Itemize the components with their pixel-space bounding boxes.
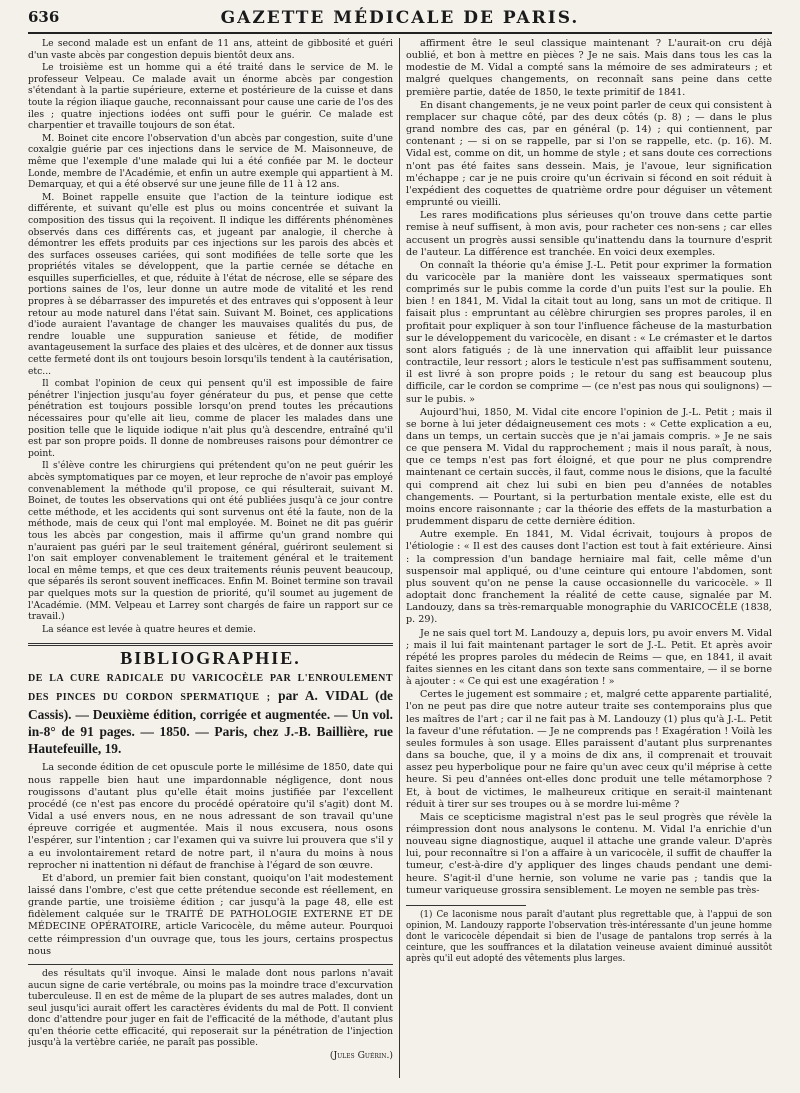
section-separator bbox=[28, 643, 393, 646]
footnote bbox=[406, 910, 772, 965]
paragraph: Certes le jugement est sommaire ; et, malgré cette apparente partialité, l'on ne peut pas dire que notre auteur traite ses contemporains plus que les maîtres de l'art ; car il ne fait pas à M. Landouzy (1) plus qu'à J.-L. Petit la faveur d'une réfutation. — Je ne comprends pas ! Exagération ! Voilà les seules formules à son usage. Elles paraissent d'autant plus surprenantes dans sa bouche, que, il y a moins de dix ans, il comprenait et trouvait assez peu hyperbolique pour ne faire qu'un avec ceux qu'il méprise à cette heure. Si peu d'années ont-elles donc produit une telle métamorphose ? Et, à bout de victimes, le malheureux critique en serait-il maintenant réduit à tirer sur ses troupes ou à se mordre lui-même ? bbox=[406, 689, 772, 810]
column-divider bbox=[399, 38, 400, 1078]
book-title-caps: DE LA CURE RADICALE DU VARICOCÈLE PAR L'ENROULEMENT DES PINCES DU CORDON SPERMATIQUE ; bbox=[28, 673, 393, 704]
book-title-details: par A. VIDAL (de Cassis). — Deuxième édition, corrigée et augmentée. — Un vol. in-8° de 91 pages. — 1850. — Paris, chez J.-B. Baillière, rue Hautefeuille, 19. bbox=[28, 688, 393, 756]
paragraph: Les rares modifications plus sérieuses qu'on trouve dans cette partie remise à neuf suffisent, à mon avis, pour racheter ces non-sens ; car elles accusent un progrès aussi sensible qu'inattendu dans la tournure d'esprit de l'auteur. La différence est tranchée. En voici deux exemples. bbox=[406, 210, 772, 258]
paragraph: Mais ce scepticisme magistral n'est pas le seul progrès que révèle la réimpression dont nous analysons le contenu. M. Vidal l'a enrichie d'un nouveau signe diagnostique, auquel il attache une grande valeur. D'après lui, pour reconnaître si l'on a affaire à un varicocèle, il suffit de chauffer la tumeur, c'est-à-dire d'y appliquer des linges chauds pendant une demi-heure. S'agit-il d'une hernie, son volume ne varie pas ; tandis que la tumeur variqueuse grossira sensiblement. Le moyen ne semble pas très- bbox=[406, 811, 772, 896]
paragraph: M. Boinet cite encore l'observation d'un abcès par congestion, suite d'une coxalgie guérie par ces injections dans le service de M. Maisonneuve, de même que l'exemple d'une malade qui lui a été confiée par M. le docteur Londe, membre de l'Académie, et enfin un autre exemple qui appartient à M. Demarquay, et qui a été observé sur une jeune fille de 11 à 12 ans. bbox=[28, 132, 393, 191]
paragraph: Il s'élève contre les chirurgiens qui prétendent qu'on ne peut guérir les abcès symptomatiques par ce moyen, et leur reproche de n'avoir pas employé convenablement la méthode qu'il propose, ce qui résulterait, suivant M. Boinet, de toutes les observations qui ont été publiées jusqu'à ce jour contre cette méthode, et les accidents qui sont survenus ont été la faute, non de la méthode, mais de ceux qui l'ont mal employée. M. Boinet ne dit pas guérir tous les abcès par congestion, mais il affirme qu'un grand nombre qui n'auraient pas guéri par le seul traitement général, guériront seulement si l'on sait employer convenablement le traitement général et le traitement local en même temps, et que ces deux traitements réunis peuvent beaucoup, que séparés ils seront souvent inefficaces. Enfin M. Boinet termine son travail par quelques mots sur la question de priorité, qu'il soumet au jugement de l'Académie. (MM. Velpeau et Larrey sont chargés de faire un rapport sur ce travail.) bbox=[28, 460, 393, 623]
paragraph: Aujourd'hui, 1850, M. Vidal cite encore l'opinion de J.-L. Petit ; mais il se borne à lui jeter dédaigneusement ces mots : « Cette explication a eu, dans un temps, un certain succès que je n'ai jamais compris. » Je ne sais ce que pensera M. Vidal du rapprochement ; mais il nous paraît, à nous, que ce temps n'est pas fort éloigné, et que pour ne plus comprendre maintenant ce certain succès, il faut, comme nous le disions, que la faculté qui comprend ait chez lui subi en bien peu d'années de notables changements. — Pourtant, si la perturbation mentale existe, elle est du moins encore raisonnante ; car la théorie des effets de la masturbation a prudemment disparu de cette dernière édition. bbox=[406, 406, 772, 528]
paragraph: des résultats qu'il invoque. Ainsi le malade dont nous parlons n'avait aucun signe de carie vertébrale, ou moins pas la moindre trace d'excurvation tuberculeuse. Il en est de même de la plupart de ses autres malades, dont un seul jusqu'ici aurait offert les caractères évidents du mal de Pott. Il convient donc d'attendre pour juger en fait de l'efficacité de la méthode, d'autant plus qu'en théorie cette efficacité, qui reposerait sur la pénétration de l'injection jusqu'à la vertèbre cariée, ne paraît pas possible. bbox=[28, 967, 393, 1049]
right-column bbox=[406, 38, 772, 1081]
paragraph: Il combat l'opinion de ceux qui pensent qu'il est impossible de faire pénétrer l'injection jusqu'au foyer générateur du pus, et pense que cette pénétration est toujours possible lorsqu'on prend toutes les précautions nécessaires pour qu'elle ait lieu, comme de placer les malades dans une position telle que le liquide iodique n'ait plus qu'à descendre, entraîné qu'il est par son propre poids. Il donne de nombreuses raisons pour démontrer ce point. bbox=[28, 378, 393, 459]
author-signature: (Jules Guérin.) bbox=[329, 1050, 393, 1062]
page-header bbox=[28, 8, 772, 34]
footnote-separator bbox=[28, 964, 393, 965]
paragraph: Autre exemple. En 1841, M. Vidal écrivait, toujours à propos de l'étiologie : « Il est des causes dont l'action est tout à fait extérieure. Ainsi : la compression d'un bandage herniaire mal fait, celle même d'un suspensoir mal appliqué, ou d'une ceinture qui entoure l'abdomen, sont plus souvent qu'on ne pense la cause occasionnelle du varicocèle. » Il adoptait donc franchement la réalité de cette cause, signalée par M. Landouzy, dans sa très-remarquable monographie du VARICOCÈLE (1838, p. 29). bbox=[406, 529, 772, 626]
paragraph: La séance est levée à quatre heures et demie. bbox=[42, 623, 256, 635]
paragraph: affirment être le seul classique maintenant ? L'aurait-on cru déjà oublié, et bon à mettre en pièces ? Je ne sais. Mais dans tous les cas la modestie de M. Vidal a compté sans la mémoire de ses admirateurs ; et malgré quelques changements, on reconnaît sans peine dans cette première partie, datée de 1850, le texte primitif de 1841. bbox=[406, 38, 772, 98]
footnote-rule bbox=[406, 905, 526, 906]
session-report bbox=[28, 38, 393, 635]
footnote-text: (1) Ce laconisme nous paraît d'autant plus regrettable que, à l'appui de son opinion, M. Landouzy rapporte l'observation très-intéressante d'un jeune homme dont le varicocèle dépendait si bien de l'usage de pantalons trop serrés à la ceinture, que les souffrances et la dilatation veineuse avaient diminué aussitôt après qu'il eut adopté des vêtements plus larges. bbox=[406, 909, 772, 964]
paragraph: La seconde édition de cet opuscule porte le millésime de 1850, date qui nous rappelle bien haut une impardonnable négligence, dont nous rougissons d'autant plus qu'elle était moins justifiée par l'excellent procédé (ce n'est pas encore du procédé opératoire qu'il s'agit) dont M. Vidal a usé envers nous, en ne nous adressant de son travail qu'une épreuve corrigée et augmentée. Mais il nous excusera, nous osons l'espérer, sur l'intention ; car l'examen qui va suivre lui prouvera que s'il y a eu involontairement retard de notre part, il n'aura du moins à nous reprocher ni inattention ni défaut de franchise à l'égard de son œuvre. bbox=[28, 762, 393, 871]
continued-note bbox=[28, 968, 393, 1062]
book-title bbox=[28, 669, 393, 757]
paragraph: Je ne sais quel tort M. Landouzy a, depuis lors, pu avoir envers M. Vidal ; mais il lui fait maintenant partager le sort de J.-L. Petit. Et après avoir répété les propres paroles du médecin de Reims — que, en 1841, il avait faites siennes en les citant dans son texte sans commentaire, — il se borne à ajouter : « Ce qui est une exagération ! » bbox=[406, 627, 772, 688]
paragraph: Et d'abord, un premier fait bien constant, quoiqu'on l'ait modestement laissé dans l'ombre, c'est que cette prétendue seconde est réellement, en grande partie, une troisième édition ; car jusqu'à la page 48, elle est fidèlement calquée sur le TRAITÉ DE PATHOLOGIE EXTERNE ET DE MÉDECINE OPÉRATOIRE, article Varicocèle, du même auteur. Pourquoi cette réimpression d'un ouvrage que, tous les jours, certains prospectus nous bbox=[28, 872, 393, 957]
paragraph: Le second malade est un enfant de 11 ans, atteint de gibbosité et guéri d'un vaste abcès par congestion depuis bientôt deux ans. bbox=[28, 38, 393, 61]
left-column bbox=[28, 38, 393, 1081]
paragraph: En disant changements, je ne veux point parler de ceux qui consistent à remplacer sur chaque côté, par des deux côtés (p. 8) ; — dans le plus grand nombre des cas, par en général (p. 14) ; qui contiennent, par contenant ; — si on se rappelle, par si l'on se rappelle, etc. (p. 16). M. Vidal est, comme on dit, un homme de style ; et sans doute ces corrections n'ont pas été faites sans dessein. Mais, je l'avoue, leur signification m'échappe ; car je ne puis croire qu'un écrivain si fécond en soit réduit à l'expédient des coquettes de quatrième ordre pour déguiser un vêtement emprunté ou vieilli. bbox=[406, 99, 772, 209]
journal-title: GAZETTE MÉDICALE DE PARIS. bbox=[220, 8, 580, 28]
bibliography-heading: BIBLIOGRAPHIE. bbox=[120, 648, 301, 669]
page-number: 636 bbox=[28, 8, 60, 26]
paragraph: M. Boinet rappelle ensuite que l'action de la teinture iodique est différente, et suivant qu'elle est plus ou moins concentrée et suivant la composition des tissus qui la reçoivent. Il indique les différents phénomènes observés dans ces différents cas, et jugeant par analogie, il cherche à démontrer les effets produits par ces injections sur les parois des abcès et des surfaces osseuses cariées, qui sont modifiées de telle sorte que les propriétés vitales se développent, que la partie cernée se détache en esquilles superficielles, et que, réduite à l'état de nécrose, elle se sépare des portions saines de l'os, leur donne un autre mode de vitalité et les rend propres à se débarrasser des impuretés et des entraves qui s'opposent à leur retour au mode naturel dans l'état sain. Suivant M. Boinet, ces applications d'iode auraient l'avantage de changer les mauvaises qualités du pus, de rendre louable une suppuration sanieuse et fétide, de modifier avantageusement la surface des plaies et des ulcères, et de donner aux tissus cette fermeté dont ils ont toujours besoin lorsqu'ils tendent à la cautérisation, etc... bbox=[28, 191, 393, 377]
paragraph: Le troisième est un homme qui a été traité dans le service de M. le professeur Velpeau. Ce malade avait un énorme abcès par congestion s'étendant à la partie supérieure, externe et postérieure de la cuisse et dans toute la région iliaque gauche, reconnaissant pour cause une carie de l'os des iles ; quatre injections iodées ont suffi pour le guérir. Ce malade est charpentier et travaille toujours de son état. bbox=[28, 62, 393, 132]
paragraph: On connaît la théorie qu'a émise J.-L. Petit pour exprimer la formation du varicocèle par la manière dont les vaisseaux spermatiques sont comprimés sur le pubis comme la corde d'un puits l'est sur la poulie. Eh bien ! en 1841, M. Vidal la citait tout au long, sans un mot de critique. Il faisait plus : empruntant au célèbre chirurgien ses propres paroles, il en profitait pour expliquer à son tour l'influence fâcheuse de la masturbation sur le développement du varicocèle, en disant : « Le crémaster et le dartos sont alors fatigués ; de là une innervation qui affaiblit leur puissance contractile, leur ressort ; alors le testicule n'est pas suffisamment soutenu, il est livré à son propre poids ; le retour du sang est beaucoup plus difficile, car le cordon se comprime — (ce n'est pas nous qui soulignons) — sur le pubis. » bbox=[406, 259, 772, 405]
